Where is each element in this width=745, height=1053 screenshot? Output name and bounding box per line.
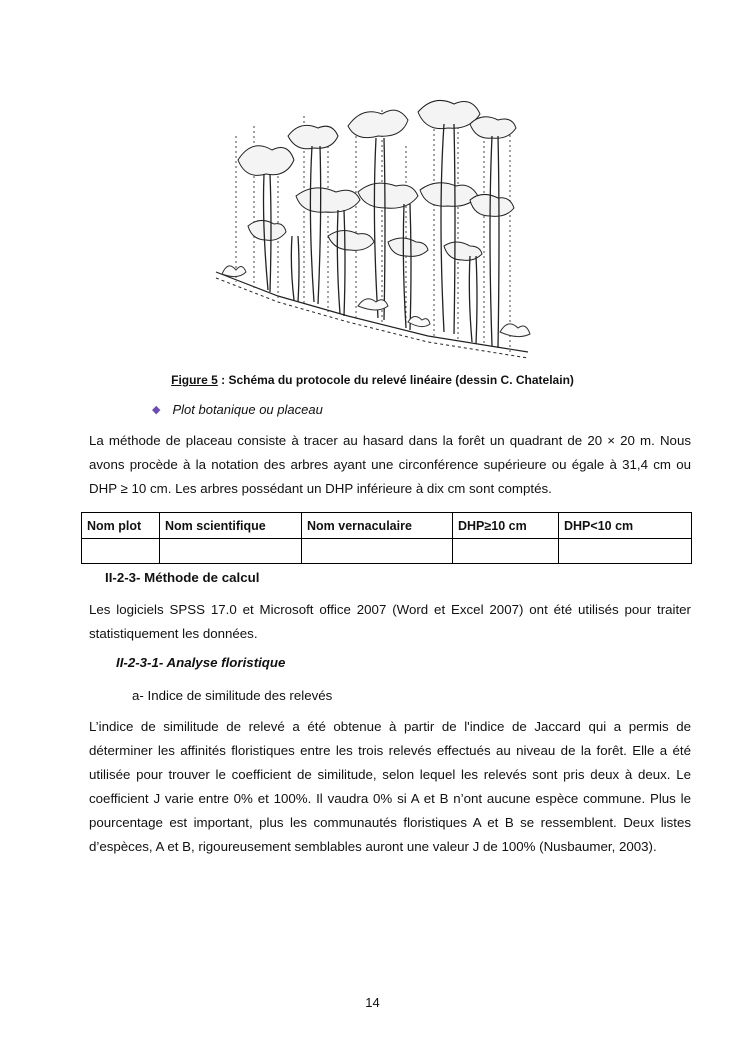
paragraph-line: coefficient J varie entre 0% et 100%. Il vaudra 0% si A et B n’ont aucune espèce commune. Plus le: [89, 791, 691, 806]
section-heading-floristic: II-2-3-1- Analyse floristique: [116, 655, 286, 670]
table-header-row: [82, 513, 692, 539]
forest-transect-drawing: [208, 96, 540, 364]
plot-table: [81, 512, 692, 564]
subsection-heading: a- Indice de similitude des relevés: [132, 688, 333, 703]
paragraph-line: statistiquement les données.: [89, 626, 258, 641]
forest-illustration-svg: [208, 96, 540, 364]
figure-number: Figure 5: [171, 373, 218, 387]
paragraph-line: utilisée pour trouver le coefficient de similitude, selon lequel les relevés sont pris deux à deux. Le: [89, 767, 691, 782]
paragraph-line: pourcentage est important, plus les communautés floristiques A et B se ressemblent. Deux listes: [89, 815, 691, 830]
table-cell: [302, 539, 453, 564]
bullet-heading: [152, 402, 323, 417]
table-cell: [559, 539, 692, 564]
calc-paragraph: [89, 598, 691, 646]
table-row: [82, 539, 692, 564]
paragraph-line: déterminer les affinités floristiques entre les trois relevés effectués au niveau de la forêt. Elle a été: [89, 743, 691, 758]
table-header-cell: Nom scientifique: [160, 513, 302, 539]
paragraph-line: avons procède à la notation des arbres ayant une circonférence supérieure ou égale à 31,4 cm ou: [89, 457, 691, 472]
paragraph-line: d’espèces, A et B, rigoureusement semblables auront une valeur J de 100% (Nusbaumer, 2003).: [89, 839, 657, 854]
table-cell: [82, 539, 160, 564]
intro-paragraph: [89, 429, 691, 501]
table-cell: [160, 539, 302, 564]
figure-caption: [0, 373, 745, 387]
paragraph-line: La méthode de placeau consiste à tracer au hasard dans la forêt un quadrant de 20 × 20 m. Nous: [89, 433, 691, 448]
page-number: 14: [365, 995, 380, 1010]
table-header-cell: DHP<10 cm: [559, 513, 692, 539]
paragraph-line: DHP ≥ 10 cm. Les arbres possédant un DHP inférieure à dix cm sont comptés.: [89, 481, 552, 496]
table-cell: [453, 539, 559, 564]
figure-caption-text: : Schéma du protocole du relevé linéaire (dessin C. Chatelain): [217, 373, 574, 387]
section-heading-calc: II-2-3- Méthode de calcul: [105, 570, 260, 585]
table-header-cell: DHP≥10 cm: [453, 513, 559, 539]
table-header-cell: Nom vernaculaire: [302, 513, 453, 539]
diamond-bullet-icon: ◆: [152, 404, 161, 416]
paragraph-line: Les logiciels SPSS 17.0 et Microsoft office 2007 (Word et Excel 2007) ont été utilisés pour traiter: [89, 602, 691, 617]
jaccard-paragraph: [89, 715, 691, 859]
bullet-text: Plot botanique ou placeau: [172, 402, 323, 417]
paragraph-line: L’indice de similitude de relevé a été obtenue à partir de l'indice de Jaccard qui a permis de: [89, 719, 691, 734]
table-header-cell: Nom plot: [82, 513, 160, 539]
